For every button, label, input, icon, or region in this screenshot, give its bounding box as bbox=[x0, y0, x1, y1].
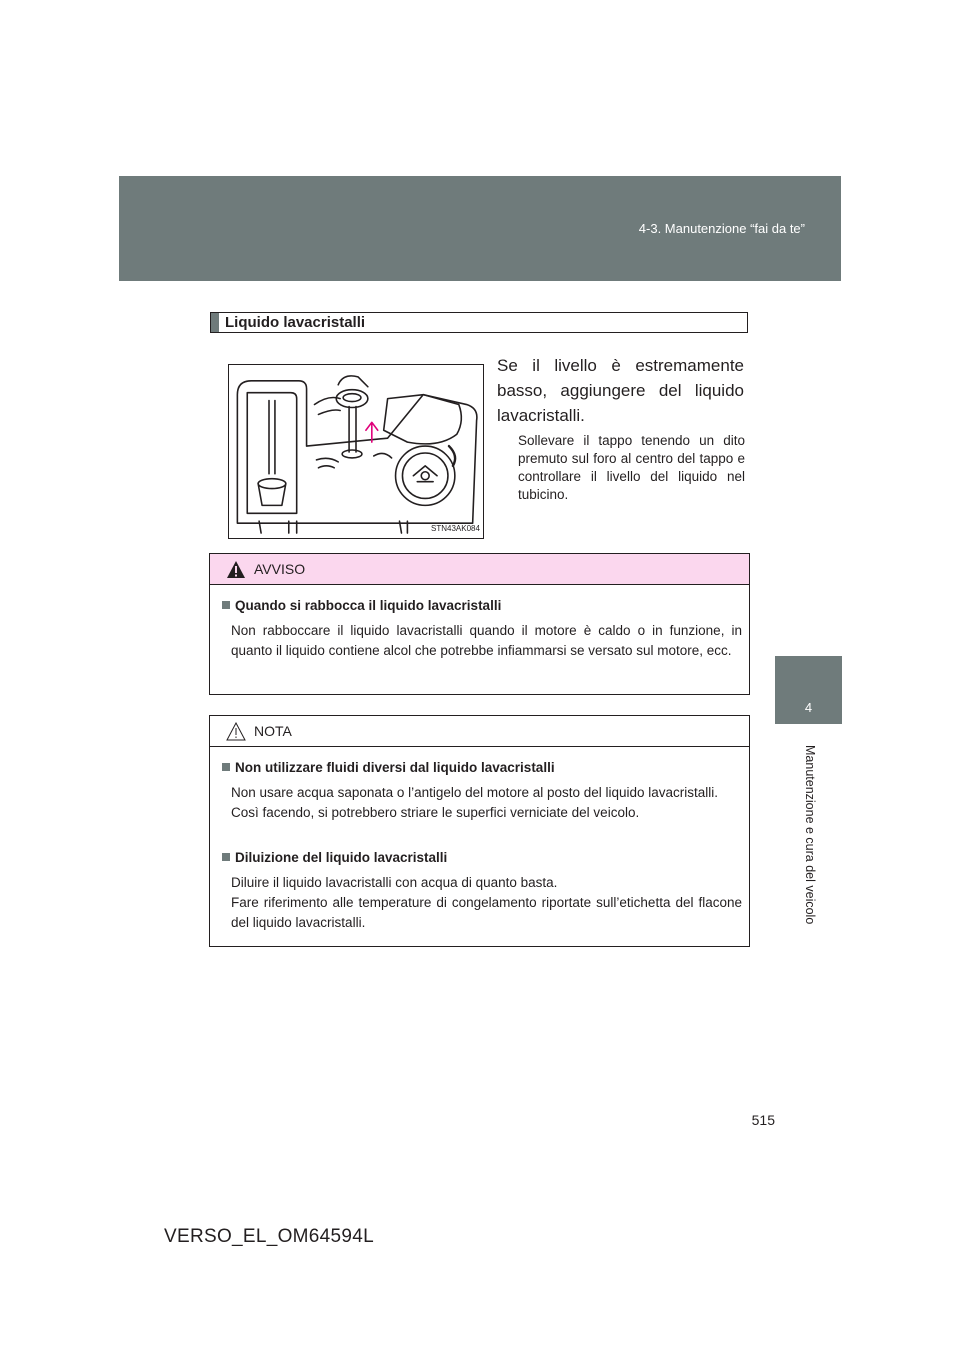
note-item-heading: Diluizione del liquido lavacristalli bbox=[235, 850, 448, 865]
header-band bbox=[119, 176, 841, 281]
section-title: Liquido lavacristalli bbox=[225, 314, 366, 331]
note-item-line: Così facendo, si potrebbero striare le superfici verniciate del veicolo. bbox=[231, 805, 640, 820]
illustration-code: STN43AK084 bbox=[431, 524, 480, 533]
note-item-heading: Non utilizzare fluidi diversi dal liquido lavacristalli bbox=[235, 760, 555, 775]
washer-fluid-illustration bbox=[228, 364, 484, 539]
header-section-title: 4-3. Manutenzione “fai da te” bbox=[638, 221, 805, 236]
note-item-line: Non usare acqua saponata o l’antigelo del motore al posto del liquido lavacristalli. bbox=[231, 785, 719, 800]
warning-item-body: Non rabboccare il liquido lavacristalli quando il motore è caldo o in funzione, in quanto il liquido contiene alcol che potrebbe infiammarsi se versato sul motore, ecc. bbox=[231, 623, 742, 658]
section-title-bar bbox=[210, 312, 748, 333]
note-header bbox=[210, 716, 749, 747]
chapter-title: Manutenzione e cura del veicolo bbox=[803, 745, 817, 925]
warning-header bbox=[210, 554, 749, 585]
intro-text: Se il livello è estremamente basso, aggiungere del liquido lavacristalli. bbox=[497, 356, 744, 425]
note-item-line: Diluire il liquido lavacristalli con acqua di quanto basta. bbox=[231, 875, 558, 890]
note-item bbox=[222, 758, 742, 823]
chapter-tab[interactable] bbox=[775, 656, 842, 724]
section-title-accent bbox=[211, 313, 219, 332]
square-bullet-icon bbox=[222, 601, 230, 609]
page-number: 515 bbox=[751, 1112, 775, 1128]
square-bullet-icon bbox=[222, 763, 230, 771]
warning-item-heading: Quando si rabbocca il liquido lavacristalli bbox=[235, 598, 502, 613]
square-bullet-icon bbox=[222, 853, 230, 861]
warning-item bbox=[222, 596, 742, 661]
note-item-line: Fare riferimento alle temperature di congelamento riportate sull’etichetta del flacone del liquido lavacristalli. bbox=[231, 895, 742, 930]
document-code: VERSO_EL_OM64594L bbox=[164, 1226, 374, 1247]
chapter-number: 4 bbox=[804, 700, 813, 715]
warning-box bbox=[209, 553, 750, 695]
warning-triangle-icon bbox=[226, 560, 246, 579]
step-text: Sollevare il tappo tenendo un dito premuto sul foro al centro del tappo e controllare il livello del liquido nel tubicino. bbox=[518, 433, 745, 502]
caution-triangle-icon bbox=[226, 722, 246, 741]
note-label: NOTA bbox=[254, 723, 292, 739]
illustration-outline bbox=[237, 381, 477, 523]
note-box bbox=[209, 715, 750, 947]
warning-label: AVVISO bbox=[254, 561, 306, 577]
note-item bbox=[222, 848, 742, 933]
